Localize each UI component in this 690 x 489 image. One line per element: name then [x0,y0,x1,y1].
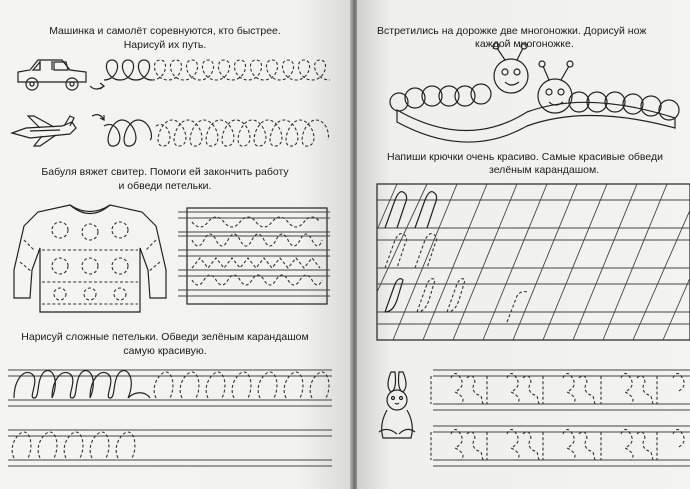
right-page-artwork [357,0,690,489]
task1-line2: Нарисуй их путь. [123,39,207,51]
car-path-loops-trace [152,60,330,80]
centipede-icon [390,43,679,142]
knitting-panel [178,208,330,304]
airplane-icon [12,116,76,146]
task3-line1: Нарисуй сложные петельки. Обведи зелёным карандашом [21,331,309,343]
plane-path-loops-trace [156,120,329,146]
right-task1-line1: Встретились на дорожке две многоножки. Дорисуй нож [377,25,647,37]
car-path-loops-sample [104,60,152,80]
task1-line1: Машинка и самолёт соревнуются, кто быстрее. [49,25,281,37]
task2-line1: Бабуля вяжет свитер. Помоги ей закончить работу [41,166,289,178]
right-task1-line2: каждой многоножке. [475,38,574,50]
car-icon [18,60,86,90]
right-task2-line1: Напиши крючки очень красиво. Самые красивые обведи [387,151,663,163]
complex-loops-sample [14,371,150,398]
letter-tracing-rows [431,370,690,466]
right-page [357,0,690,489]
plane-path-loops-sample [104,120,152,146]
task2-line2: и обведи петельки. [118,180,212,192]
hooks-grid [377,184,690,340]
right-task2-line2: зелёным карандашом. [489,164,600,176]
bunny-icon [379,372,415,438]
task3-line2: самую красивую. [123,345,207,357]
sweater-icon [14,205,166,312]
